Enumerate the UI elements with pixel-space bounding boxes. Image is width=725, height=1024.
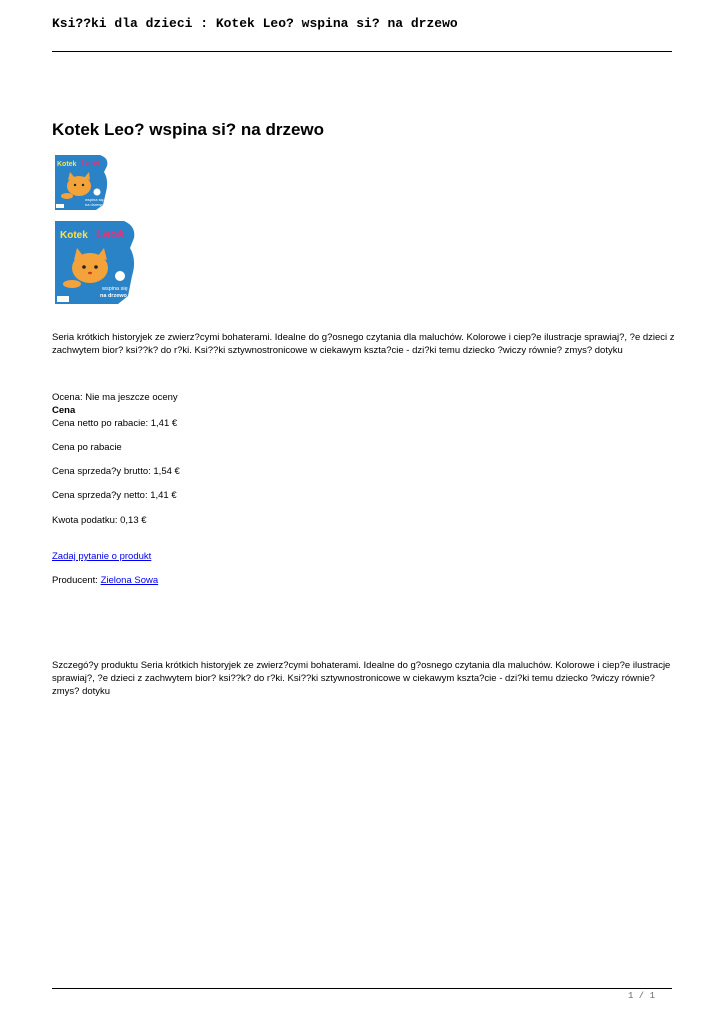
- cover-image-large[interactable]: [52, 218, 138, 306]
- tax-amount: Kwota podatku: 0,13 €: [52, 515, 147, 526]
- producer-row: [52, 575, 158, 586]
- running-header: Ksi??ki dla dzieci : Kotek Leo? wspina si? na drzewo: [52, 16, 458, 31]
- svg-text:Kotek: Kotek: [57, 161, 77, 168]
- footer-rule: [52, 988, 672, 989]
- cover-thumbnail-small[interactable]: [52, 152, 110, 212]
- svg-text:Leoś: Leoś: [81, 159, 100, 168]
- page-title: Kotek Leo? wspina si? na drzewo: [52, 120, 325, 139]
- ask-question-row: [52, 551, 151, 562]
- svg-text:na drzewo: na drzewo: [100, 293, 127, 299]
- page-number: 1 / 1: [627, 991, 655, 1001]
- net-after-discount: Cena netto po rabacie: 1,41 €: [52, 418, 178, 429]
- svg-text:na drzewo: na drzewo: [85, 202, 104, 207]
- product-description: Seria krótkich historyjek ze zwierz?cymi bohaterami. Idealne do g?osnego czytania dla maluchów. Kolorowe i ciep?e ilustracje sprawiaj?, ?e dzieci z zachwytem bior? ksi??k? do r?ki. Ksi??ki sztywnostronicowe w ciekawym kszta?cie - dzi?ki temu dziecko ?wiczy równie? zmys? dotyku: [52, 332, 675, 356]
- rating-text: Ocena: Nie ma jeszcze oceny: [52, 392, 178, 403]
- svg-text:wspina się: wspina się: [102, 286, 128, 292]
- header-rule: [52, 51, 672, 52]
- svg-text:Leoś: Leoś: [96, 227, 125, 241]
- producer-label: Producent:: [52, 575, 101, 586]
- svg-text:wspina się: wspina się: [85, 197, 104, 202]
- producer-link[interactable]: Zielona Sowa: [100, 575, 159, 586]
- price-heading: Cena: [52, 405, 76, 416]
- ask-question-link[interactable]: Zadaj pytanie o produkt: [52, 551, 152, 562]
- net-price: Cena sprzeda?y netto: 1,41 €: [52, 490, 177, 501]
- after-discount-label: Cena po rabacie: [52, 442, 122, 453]
- gross-price: Cena sprzeda?y brutto: 1,54 €: [52, 466, 180, 477]
- svg-text:Kotek: Kotek: [60, 230, 88, 241]
- product-details: Szczegó?y produktu Seria krótkich historyjek ze zwierz?cymi bohaterami. Idealne do g?osnego czytania dla maluchów. Kolorowe i ciep?e ilustracje sprawiaj?, ?e dzieci z zachwytem bior? ksi??k? do r?ki. Ksi??ki sztywnostronicowe w ciekawym kszta?cie - dzi?ki temu dziecko ?wiczy równie? zmys? dotyku: [52, 660, 671, 697]
